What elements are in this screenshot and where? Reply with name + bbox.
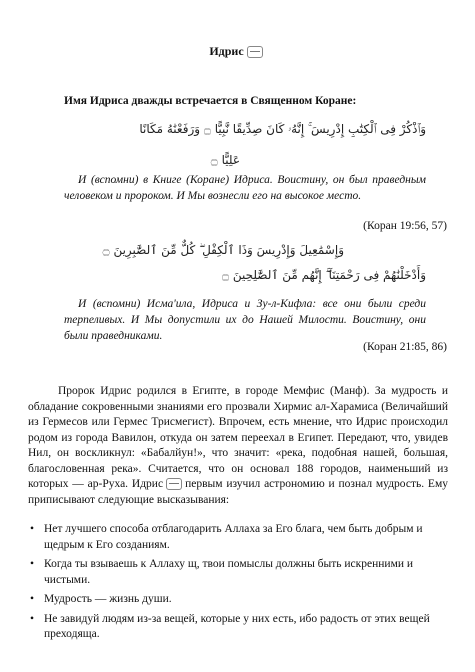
verse1-arabic-line1: وَٱذْكُرْ فِى ٱلْكِتَٰبِ إِدْرِيسَ ۚ إِنَّهُۥ كَانَ صِدِّيقًا نَّبِيًّا ۝ وَرَفَعْنَٰهُ مَكَانًا [139, 122, 426, 136]
intro-text: Имя Идриса дважды встречается в Священном Коране: [64, 95, 357, 107]
title-text: Идрис [209, 44, 244, 58]
verse2-reference: (Коран 21:85, 86) [363, 341, 447, 353]
body-part-1: Пророк Идрис родился в Египте, в городе Мемфис (Манф). За мудрость и обладание сокровенными знаниями его прозвали Хирмис ал-Харамиса (Величайший из Гермесов или Гермес Трисмегист). Впрочем, есть мнение, что Идрис происходил родом из города Вавилон, откуда он затем переехал в Египет. Передают, что, увидев Нил, он воскликнул: «Бабалйун!», что значит: «река, подобная нашей, большая, благословенная река». Считается, что он основал 188 городов, наименьший из которых — ар-Руха. Идрис [28, 385, 448, 490]
intro-line [64, 95, 356, 107]
verse1-reference: (Коран 19:56, 57) [363, 220, 447, 232]
verse2-arabic-line1: وَإِسْمَٰعِيلَ وَإِدْرِيسَ وَذَا ٱلْكِفْلِ ۖ كُلٌّ مِّنَ ٱلصَّٰبِرِينَ ۝ [102, 243, 344, 257]
body-part-2: первым изучил астрономию и познал мудрость. Ему приписывают следующие высказывания: [28, 478, 448, 506]
verse2-arabic-line2: وَأَدْخَلْنَٰهُمْ فِى رَحْمَتِنَآ ۖ إِنَّهُم مِّنَ ٱلصَّٰلِحِينَ ۝ [221, 268, 426, 282]
list-item: • Нет лучшего способа отблагодарить Аллаха за Его блага, чем быть добрым и щедрым к Его созданиям. [28, 522, 438, 553]
blessing-glyph-icon [247, 46, 263, 58]
list-item: • Не завидуй людям из-за вещей, которые у них есть, ибо радость от этих вещей преходяща. [28, 612, 438, 643]
verse2-translation: И (вспомни) Исма'ила, Идриса и Зу-л-Кифла: все они были среди терпеливых. И Мы допустили их до Нашей Милости. Воистину, они были праведниками. [64, 298, 426, 342]
list-item: • Мудрость — жизнь души. [28, 592, 438, 608]
verse1-translation: И (вспомни) в Книге (Коране) Идриса. Воистину, он был праведным человеком и пророком. И Мы вознесли его на высокое место. [64, 174, 426, 202]
page-title [0, 44, 475, 59]
list-item: • Когда ты взываешь к Аллаху щ, твои помыслы должны быть искренними и чистыми. [28, 557, 438, 588]
sayings-list [28, 522, 438, 647]
verse1-arabic-line2: عَلِيًّا ۝ [210, 153, 240, 167]
body-paragraph [28, 384, 448, 508]
blessing-glyph-icon [166, 478, 182, 490]
